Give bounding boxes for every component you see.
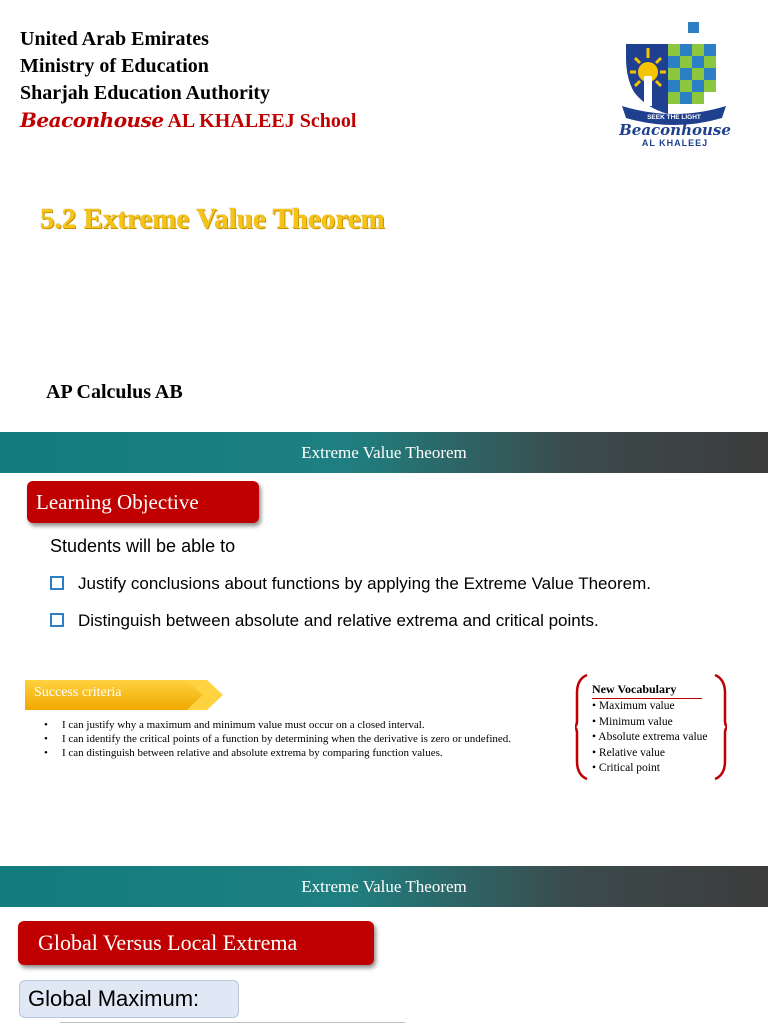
vocabulary-item: • Relative value: [592, 746, 732, 762]
school-brand-text: Beaconhouse: [20, 108, 164, 132]
logo-caption: [610, 122, 740, 148]
logo-name: Beaconhouse: [619, 121, 731, 139]
slide-banner: Extreme Value Theorem: [0, 866, 768, 907]
checkbox-bullet-icon: [50, 613, 64, 627]
vocabulary-item: • Maximum value: [592, 699, 732, 715]
objectives-intro: Students will be able to: [50, 536, 236, 556]
school-name-rest: AL KHALEEJ School: [163, 110, 357, 132]
checkbox-bullet-icon: [50, 576, 64, 590]
objective-item: [50, 611, 599, 631]
country-line: United Arab Emirates: [20, 28, 209, 50]
lesson-title: 5.2 Extreme Value Theorem: [40, 203, 385, 235]
school-name-line: [20, 107, 356, 135]
vocabulary-list: [592, 699, 732, 777]
success-criteria-item: • I can distinguish between relative and absolute extrema by comparing function values.: [44, 746, 524, 760]
global-maximum-label: Global Maximum:: [19, 980, 239, 1018]
global-vs-local-heading: Global Versus Local Extrema: [18, 921, 374, 965]
objective-text: Distinguish between absolute and relative extrema and critical points.: [78, 611, 599, 630]
extrema-slide: [0, 864, 768, 1024]
success-criteria-item: • I can identify the critical points of a function by determining when the derivative is zero or undefined.: [44, 732, 524, 746]
title-slide: [0, 0, 768, 432]
institution-header: [20, 26, 356, 135]
objective-item: [50, 574, 651, 594]
authority-line: Sharjah Education Authority: [20, 82, 271, 104]
success-criteria-item: • I can justify why a maximum and minimum value must occur on a closed interval.: [44, 718, 524, 732]
logo-subname: AL KHALEEJ: [641, 138, 709, 148]
slide-banner: Extreme Value Theorem: [0, 432, 768, 473]
vocabulary-item: • Absolute extrema value: [592, 730, 732, 746]
course-name: AP Calculus AB: [46, 381, 183, 403]
success-criteria-list: [44, 718, 524, 760]
vocabulary-item: • Critical point: [592, 761, 732, 777]
new-vocabulary-box: [592, 682, 732, 777]
objectives-slide: [0, 432, 768, 864]
vocabulary-item: • Minimum value: [592, 715, 732, 731]
logo-motto: SEEK THE LIGHT: [647, 114, 701, 121]
learning-objective-heading: Learning Objective: [27, 481, 259, 523]
divider: [60, 1022, 405, 1023]
objective-text: Justify conclusions about functions by applying the Extreme Value Theorem.: [78, 574, 651, 593]
vocabulary-title: New Vocabulary: [592, 682, 702, 699]
success-criteria-label: Success criteria: [34, 685, 122, 700]
ministry-line: Ministry of Education: [20, 55, 209, 77]
